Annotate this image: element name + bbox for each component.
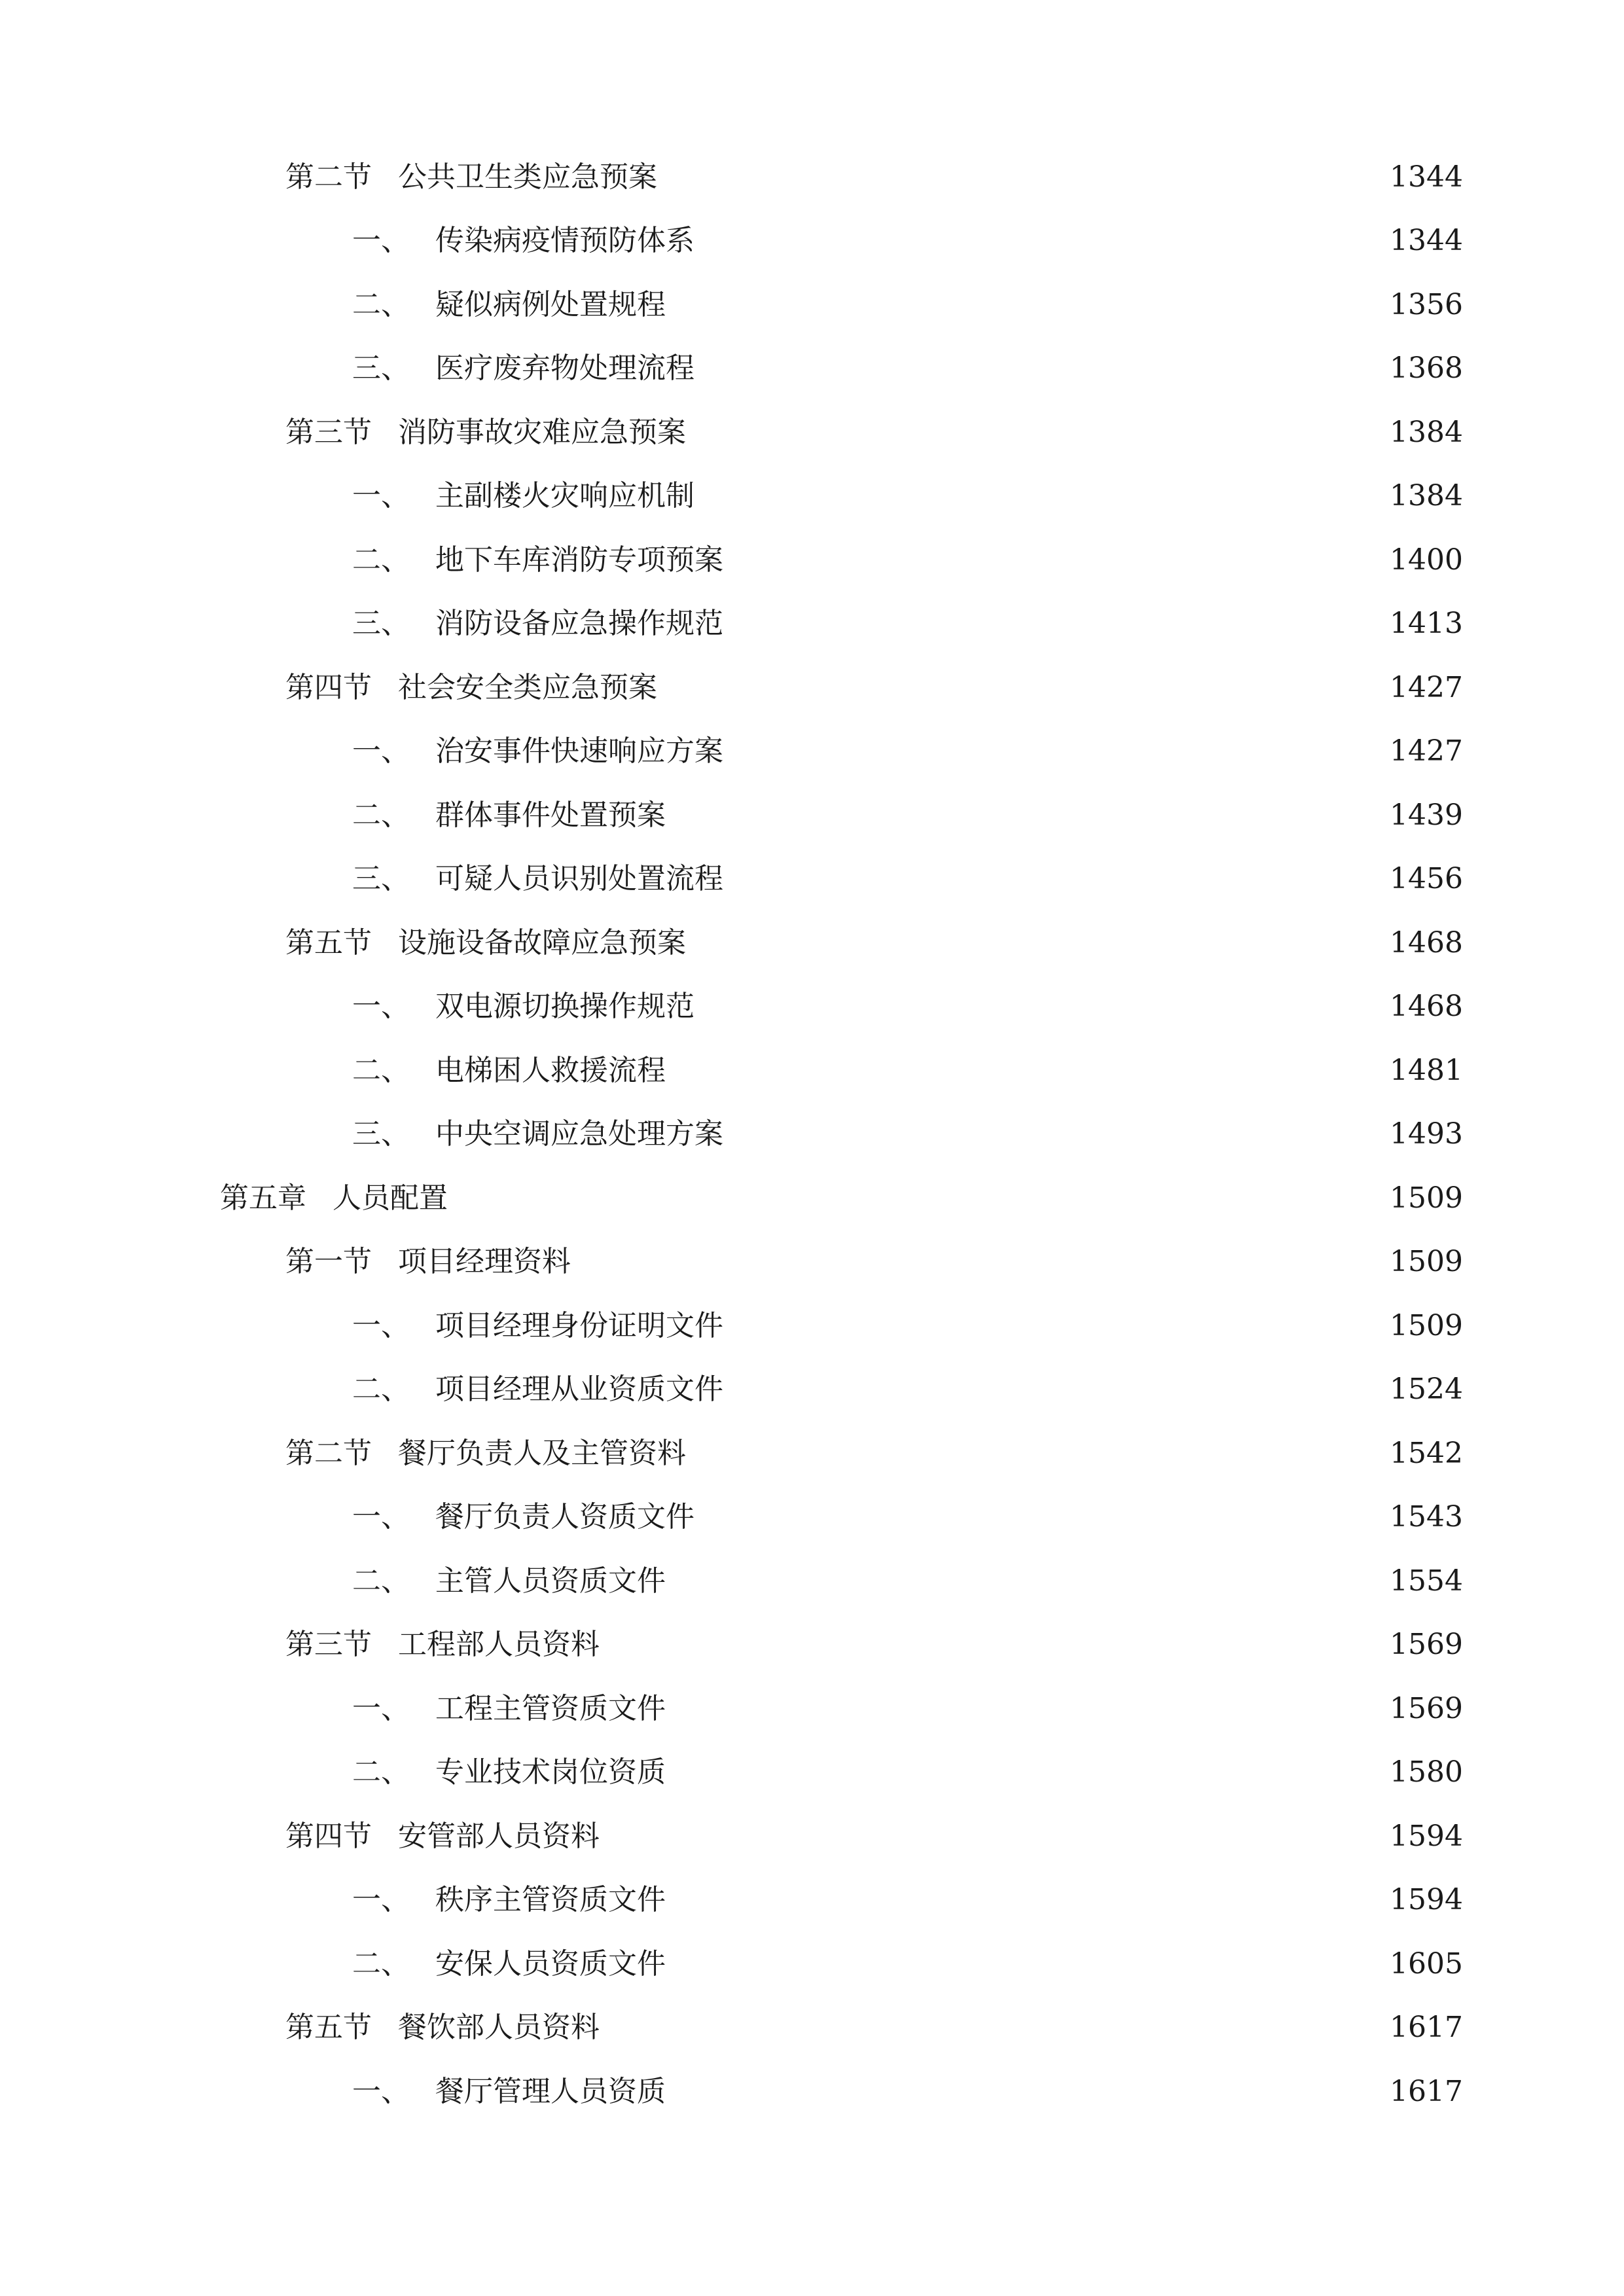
toc-entry-title: 餐饮部人员资料 [398, 2011, 600, 2045]
toc-page-number: 1413 [1390, 607, 1463, 641]
dot-leader [701, 992, 1380, 1021]
toc-entry-title: 可疑人员识别处置流程 [435, 862, 723, 896]
toc-subsection-entry[interactable] [0, 465, 1624, 529]
toc-subsection-entry[interactable] [0, 1677, 1624, 1741]
toc-entry-number: 第一节 [285, 1245, 372, 1279]
toc-page-number: 1605 [1390, 1946, 1463, 1981]
toc-entry-number: 三、 [352, 862, 410, 896]
toc-page-number: 1509 [1390, 1308, 1463, 1342]
toc-entry-label [352, 351, 695, 386]
toc-subsection-entry[interactable] [0, 1486, 1624, 1550]
toc-entry-number: 第三节 [285, 1628, 372, 1662]
dot-leader [672, 291, 1380, 319]
toc-entry-label [285, 1436, 686, 1470]
dot-leader [672, 1695, 1380, 1723]
toc-page-number: 1368 [1390, 351, 1463, 386]
toc-entry-number: 三、 [352, 351, 410, 386]
toc-entry-label [285, 1245, 571, 1279]
toc-subsection-entry[interactable] [0, 1358, 1624, 1422]
toc-entry-title: 社会安全类应急预案 [398, 670, 657, 704]
toc-entry-title: 工程主管资质文件 [435, 1691, 666, 1725]
toc-entry-label [352, 1755, 666, 1789]
dot-leader [730, 1312, 1380, 1340]
toc-entry-number: 第五章 [220, 1181, 306, 1215]
dot-leader [701, 354, 1380, 383]
dot-leader [693, 418, 1380, 447]
toc-entry-title: 医疗废弃物处理流程 [435, 351, 695, 386]
toc-page-number: 1617 [1390, 2074, 1463, 2108]
toc-entry-title: 群体事件处置预案 [435, 798, 666, 832]
toc-entry-title: 主副楼火灾响应机制 [435, 479, 695, 513]
toc-subsection-entry[interactable] [0, 1741, 1624, 1805]
toc-page-number: 1344 [1390, 160, 1463, 194]
dot-leader [693, 929, 1380, 958]
toc-entry-title: 消防设备应急操作规范 [435, 607, 723, 641]
toc-entry-title: 地下车库消防专项预案 [435, 543, 723, 577]
dot-leader [664, 673, 1380, 702]
dot-leader [701, 226, 1380, 255]
toc-entry-label [352, 224, 695, 258]
toc-section-entry[interactable] [0, 1804, 1624, 1869]
toc-entry-label [352, 990, 695, 1024]
toc-entry-title: 秩序主管资质文件 [435, 1883, 666, 1917]
toc-entry-label [285, 2011, 600, 2045]
toc-page-number: 1481 [1390, 1053, 1463, 1087]
toc-entry-label [352, 479, 695, 513]
toc-entry-number: 三、 [352, 607, 410, 641]
toc-subsection-entry[interactable] [0, 1103, 1624, 1167]
toc-entry-title: 项目经理从业资质文件 [435, 1372, 723, 1407]
toc-entry-number: 一、 [352, 1500, 410, 1534]
toc-entry-title: 安管部人员资料 [398, 1819, 600, 1853]
toc-page-number: 1427 [1390, 734, 1463, 768]
toc-entry-number: 一、 [352, 1308, 410, 1342]
toc-subsection-entry[interactable] [0, 1549, 1624, 1613]
dot-leader [672, 801, 1380, 830]
dot-leader [672, 1567, 1380, 1596]
toc-subsection-entry[interactable] [0, 209, 1624, 274]
toc-page-number: 1384 [1390, 415, 1463, 449]
toc-entry-label [352, 1500, 695, 1534]
toc-page-number: 1344 [1390, 224, 1463, 258]
dot-leader [730, 1120, 1380, 1149]
dot-leader [606, 2013, 1380, 2042]
toc-entry-title: 项目经理资料 [398, 1245, 571, 1279]
toc-entry-number: 二、 [352, 1053, 410, 1087]
toc-entry-number: 一、 [352, 1883, 410, 1917]
toc-subsection-entry[interactable] [0, 975, 1624, 1039]
toc-page-number: 1400 [1390, 543, 1463, 577]
toc-entry-number: 一、 [352, 2074, 410, 2108]
toc-entry-title: 项目经理身份证明文件 [435, 1308, 723, 1342]
dot-leader [701, 482, 1380, 511]
dot-leader [606, 1822, 1380, 1851]
toc-page-number: 1427 [1390, 670, 1463, 704]
toc-entry-label [285, 1628, 600, 1662]
toc-page-number: 1580 [1390, 1755, 1463, 1789]
toc-entry-number: 二、 [352, 1372, 410, 1407]
toc-entry-number: 第四节 [285, 670, 372, 704]
toc-entry-title: 设施设备故障应急预案 [398, 925, 686, 960]
dot-leader [730, 609, 1380, 638]
toc-entry-label [352, 862, 723, 896]
toc-page-number: 1594 [1390, 1883, 1463, 1917]
toc-page-number: 1543 [1390, 1500, 1463, 1534]
toc-page-number: 1468 [1390, 925, 1463, 960]
toc-entry-number: 二、 [352, 543, 410, 577]
toc-page-number: 1468 [1390, 990, 1463, 1024]
toc-entry-title: 消防事故灾难应急预案 [398, 415, 686, 449]
toc-entry-number: 一、 [352, 1691, 410, 1725]
toc-entry-title: 传染病疫情预防体系 [435, 224, 695, 258]
toc-entry-label [352, 1117, 723, 1151]
toc-subsection-entry[interactable] [0, 1294, 1624, 1358]
toc-page-number: 1493 [1390, 1117, 1463, 1151]
toc-entry-title: 中央空调应急处理方案 [435, 1117, 723, 1151]
toc-section-entry[interactable] [0, 401, 1624, 465]
toc-page-number: 1569 [1390, 1691, 1463, 1725]
toc-subsection-entry[interactable] [0, 337, 1624, 401]
toc-entry-label [352, 734, 723, 768]
toc-subsection-entry[interactable] [0, 528, 1624, 592]
toc-subsection-entry[interactable] [0, 1932, 1624, 1996]
toc-entry-number: 二、 [352, 1564, 410, 1598]
toc-page-number: 1554 [1390, 1564, 1463, 1598]
toc-entry-number: 第五节 [285, 925, 372, 960]
dot-leader [730, 737, 1380, 766]
toc-entry-label [352, 1308, 723, 1342]
toc-entry-number: 第五节 [285, 2011, 372, 2045]
toc-entry-label [352, 1053, 666, 1087]
toc-section-entry[interactable] [0, 1422, 1624, 1486]
toc-entry-label [352, 1946, 666, 1981]
toc-entry-label [352, 2074, 666, 2108]
toc-entry-label [352, 607, 723, 641]
toc-subsection-entry[interactable] [0, 1039, 1624, 1103]
dot-leader [577, 1247, 1380, 1276]
toc-page-number: 1594 [1390, 1819, 1463, 1853]
toc-subsection-entry[interactable] [0, 2060, 1624, 2124]
toc-page-number: 1542 [1390, 1436, 1463, 1470]
table-of-contents [0, 145, 1624, 2124]
dot-leader [730, 865, 1380, 893]
toc-entry-number: 第二节 [285, 1436, 372, 1470]
toc-entry-title: 双电源切换操作规范 [435, 990, 695, 1024]
toc-entry-number: 一、 [352, 734, 410, 768]
toc-entry-label [352, 1883, 666, 1917]
toc-entry-title: 公共卫生类应急预案 [398, 160, 657, 194]
toc-entry-label [352, 1691, 666, 1725]
toc-page-number: 1569 [1390, 1628, 1463, 1662]
dot-leader [606, 1630, 1380, 1659]
toc-page-number: 1524 [1390, 1372, 1463, 1407]
toc-chapter-entry[interactable] [0, 1166, 1624, 1230]
toc-entry-title: 主管人员资质文件 [435, 1564, 666, 1598]
toc-entry-number: 第三节 [285, 415, 372, 449]
toc-entry-label [285, 670, 657, 704]
toc-entry-number: 二、 [352, 1755, 410, 1789]
dot-leader [672, 2077, 1380, 2106]
toc-subsection-entry[interactable] [0, 783, 1624, 848]
toc-section-entry[interactable] [0, 1996, 1624, 2060]
toc-section-entry[interactable] [0, 145, 1624, 209]
toc-page-number: 1456 [1390, 862, 1463, 896]
toc-entry-title: 餐厅管理人员资质 [435, 2074, 666, 2108]
toc-entry-title: 工程部人员资料 [398, 1628, 600, 1662]
toc-entry-number: 一、 [352, 479, 410, 513]
toc-entry-label [285, 415, 686, 449]
toc-page-number: 1356 [1390, 287, 1463, 321]
toc-entry-title: 治安事件快速响应方案 [435, 734, 723, 768]
dot-leader [730, 1375, 1380, 1404]
toc-entry-number: 二、 [352, 287, 410, 321]
dot-leader [693, 1439, 1380, 1468]
dot-leader [672, 1950, 1380, 1979]
toc-entry-number: 三、 [352, 1117, 410, 1151]
toc-entry-number: 二、 [352, 798, 410, 832]
toc-page-number: 1509 [1390, 1245, 1463, 1279]
toc-entry-label [352, 798, 666, 832]
toc-entry-number: 第四节 [285, 1819, 372, 1853]
toc-section-entry[interactable] [0, 1613, 1624, 1677]
toc-subsection-entry[interactable] [0, 1869, 1624, 1933]
toc-entry-title: 餐厅负责人及主管资料 [398, 1436, 686, 1470]
toc-entry-number: 一、 [352, 224, 410, 258]
toc-subsection-entry[interactable] [0, 592, 1624, 656]
toc-entry-label [285, 160, 657, 194]
toc-page-number: 1439 [1390, 798, 1463, 832]
toc-page-number: 1384 [1390, 479, 1463, 513]
toc-section-entry[interactable] [0, 1230, 1624, 1295]
toc-entry-number: 第二节 [285, 160, 372, 194]
toc-entry-title: 疑似病例处置规程 [435, 287, 666, 321]
toc-entry-label [352, 543, 723, 577]
toc-entry-title: 人员配置 [333, 1181, 448, 1215]
dot-leader [672, 1056, 1380, 1085]
dot-leader [730, 546, 1380, 575]
toc-page-number: 1617 [1390, 2011, 1463, 2045]
toc-entry-number: 一、 [352, 990, 410, 1024]
toc-entry-number: 二、 [352, 1946, 410, 1981]
toc-entry-label [285, 925, 686, 960]
toc-entry-title: 安保人员资质文件 [435, 1946, 666, 1981]
toc-subsection-entry[interactable] [0, 273, 1624, 337]
toc-entry-title: 专业技术岗位资质 [435, 1755, 666, 1789]
toc-subsection-entry[interactable] [0, 848, 1624, 912]
toc-section-entry[interactable] [0, 656, 1624, 720]
toc-entry-label [285, 1819, 600, 1853]
dot-leader [672, 1758, 1380, 1787]
dot-leader [701, 1503, 1380, 1532]
toc-entry-label [352, 1372, 723, 1407]
toc-entry-label [352, 1564, 666, 1598]
dot-leader [672, 1886, 1380, 1914]
toc-entry-label [352, 287, 666, 321]
toc-entry-title: 电梯困人救援流程 [435, 1053, 666, 1087]
dot-leader [454, 1184, 1380, 1213]
toc-entry-label [220, 1181, 448, 1215]
toc-page-number: 1509 [1390, 1181, 1463, 1215]
dot-leader [664, 163, 1380, 192]
toc-section-entry[interactable] [0, 911, 1624, 975]
toc-subsection-entry[interactable] [0, 720, 1624, 784]
toc-entry-title: 餐厅负责人资质文件 [435, 1500, 695, 1534]
